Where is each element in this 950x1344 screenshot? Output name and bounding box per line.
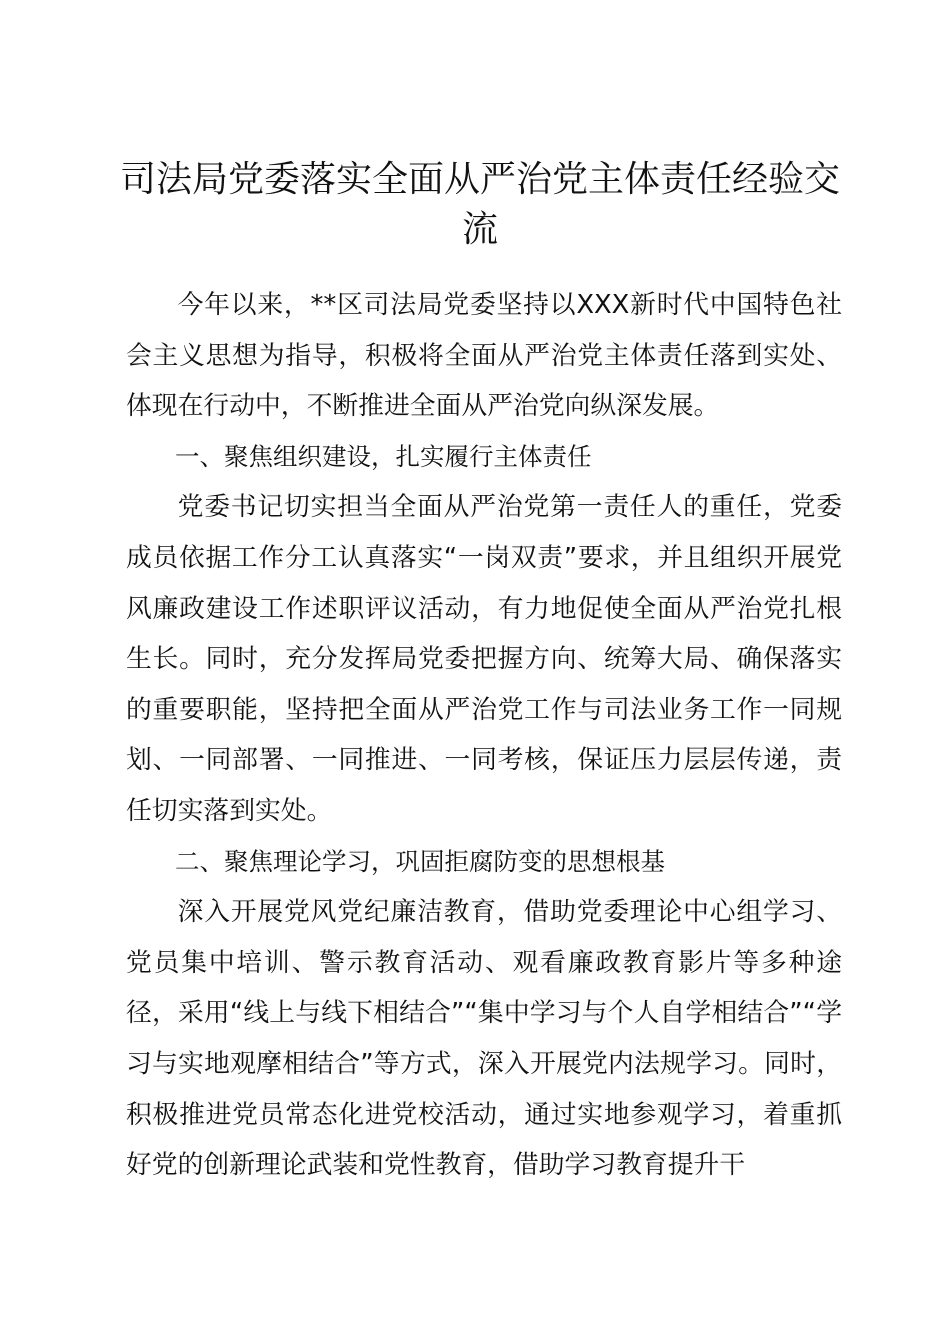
document-body xyxy=(126,280,842,1191)
document-title: 司法局党委落实全面从严治党主体责任经验交流 xyxy=(120,159,841,250)
paragraph-section-2: 深入开展党风党纪廉洁教育，借助党委理论中心组学习、党员集中培训、警示教育活动、观看廉政教育影片等多种途径，采用“线上与线下相结合”“集中学习与个人自学相结合”“学习与实地观摩相结合”等方式，深入开展党内法规学习。同时，积极推进党员常态化进党校活动，通过实地参观学习，着重抓好党的创新理论武装和党性教育，借助学习教育提升干 xyxy=(126,897,842,1181)
paragraph-section-1: 党委书记切实担当全面从严治党第一责任人的重任，党委成员依据工作分工认真落实“一岗双责”要求，并且组织开展党风廉政建设工作述职评议活动，有力地促使全面从严治党扎根生长。同时，充分发挥局党委把握方向、统筹大局、确保落实的重要职能，坚持把全面从严治党工作与司法业务工作一同规划、一同部署、一同推进、一同考核，保证压力层层传递，责任切实落到实处。 xyxy=(126,492,842,826)
paragraph-intro: 今年以来，**区司法局党委坚持以XXX新时代中国特色社会主义思想为指导，积极将全面从严治党主体责任落到实处、体现在行动中，不断推进全面从严治党向纵深发展。 xyxy=(126,290,842,422)
section-heading-2: 二、聚焦理论学习，巩固拒腐防变的思想根基 xyxy=(175,846,665,876)
section-heading-1: 一、聚焦组织建设，扎实履行主体责任 xyxy=(175,441,592,471)
